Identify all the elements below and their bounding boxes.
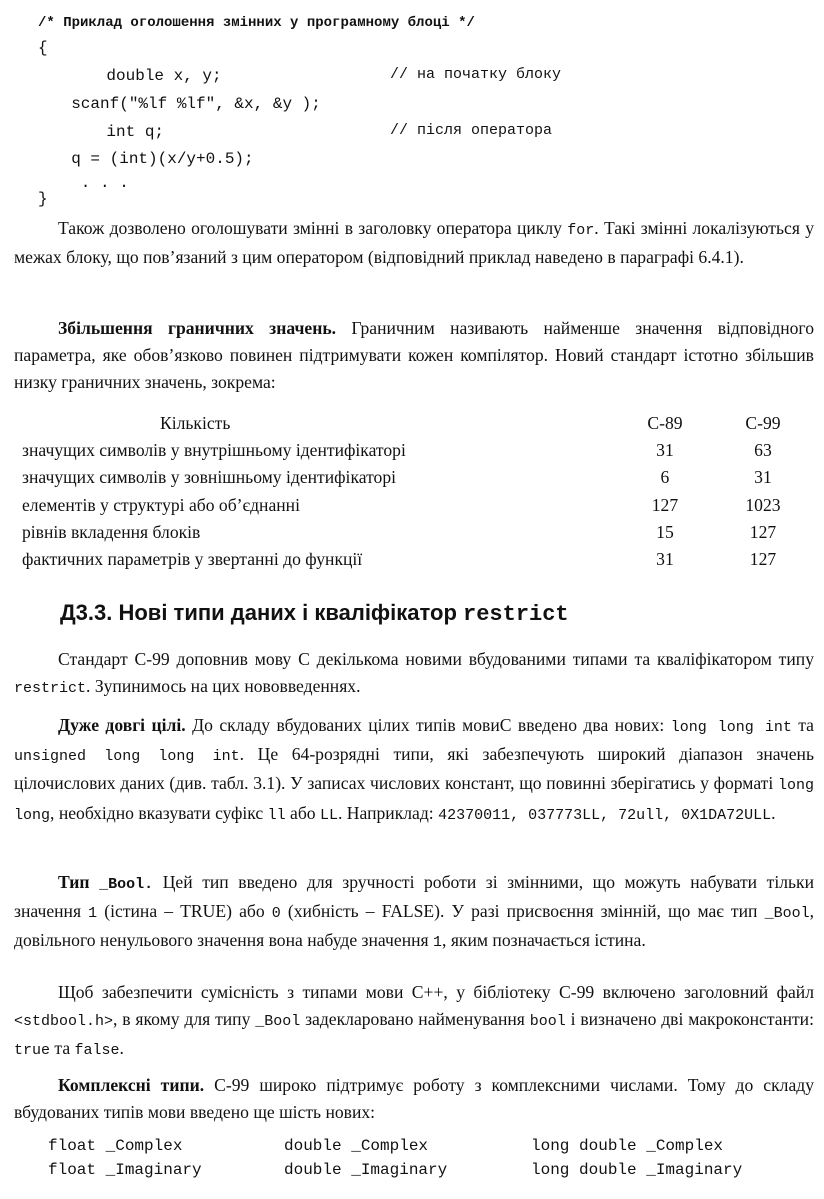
paragraph-stdbool <box>14 979 814 1065</box>
para4-code-5: LL <box>319 806 338 824</box>
table-cell-c89: 15 <box>656 521 674 542</box>
table-row <box>22 492 812 519</box>
para4-text-1: До складу вбудованих цілих типів мовиС введено два нових: <box>185 715 671 735</box>
code-line-double-decl: double x, y; <box>68 67 222 85</box>
section-heading-code: restrict <box>463 602 569 627</box>
para6-code-5: false <box>74 1042 120 1060</box>
para4-text-5: або <box>285 802 320 823</box>
paragraph-complex-types <box>14 1072 814 1126</box>
para5-text-2: (істина – TRUE) або <box>97 901 272 922</box>
para6-code-4: true <box>14 1042 51 1060</box>
code-line-assignment: q = (int)(x/y+0.5); <box>52 150 254 168</box>
para4-text-2: та <box>791 715 814 735</box>
paragraph-long-long <box>14 712 814 829</box>
table-cell-c99: 31 <box>754 467 772 488</box>
section-heading-text: Д3.3. Нові типи даних і кваліфікатор <box>60 600 464 625</box>
para5-text-1: Цей тип введено для зручності роботи зі змінними, що можуть набувати тільки значення <box>14 872 814 922</box>
para7-text: С-99 широко підтримує роботу з комплексними числами. Тому до складу вбудованих типів мови введено ще шість нових: <box>14 1075 814 1123</box>
para5-bold-heading: Тип <box>58 872 100 892</box>
table-cell-c99: 63 <box>754 440 772 461</box>
table-header-c99: С-99 <box>745 413 781 434</box>
table-cell-name: фактичних параметрів у звертанні до функції <box>22 549 363 570</box>
section-heading <box>60 600 569 627</box>
para5-code-1: 1 <box>88 905 98 923</box>
paragraph-standard-intro <box>14 646 814 702</box>
para6-code-3: bool <box>529 1013 566 1031</box>
table-cell-c89: 6 <box>660 467 670 488</box>
paragraph-loop-variables <box>14 215 814 271</box>
code-line-open-brace: { <box>38 39 48 57</box>
para5-text-4: , довільного ненульового значення вона набуде значення <box>14 901 814 951</box>
para6-text-2: , в якому для типу <box>113 1009 256 1030</box>
limits-table <box>22 410 812 573</box>
para6-code-2: _Bool <box>255 1013 301 1031</box>
table-cell-c99: 1023 <box>745 494 781 515</box>
type-name: float _Complex <box>48 1137 183 1155</box>
complex-types-grid <box>48 1134 742 1182</box>
code-comment-after-operator: // після оператора <box>390 122 553 139</box>
table-row <box>22 546 812 573</box>
para6-text-5: та <box>50 1038 75 1059</box>
para5-code-2: 0 <box>271 905 281 923</box>
code-line-ellipsis: . . . <box>52 174 129 192</box>
paragraph-limits-intro <box>14 315 814 397</box>
para4-bold-heading: Дуже довгі цілі. <box>58 715 186 735</box>
paragraph-bool-type <box>14 869 814 957</box>
table-cell-name: значущих символів у внутрішньому ідентифікаторі <box>22 440 406 461</box>
para5-bold-code: _Bool. <box>99 876 154 893</box>
table-row <box>22 464 812 491</box>
para3-code-restrict: restrict <box>14 680 87 698</box>
table-row <box>22 437 812 464</box>
table-cell-name: рівнів вкладення блоків <box>22 521 201 542</box>
para4-text-4: , необхідно вказувати суфікс <box>50 802 268 823</box>
para4-code-1: long long int <box>670 719 792 736</box>
para5-text-5: , яким позначається істина. <box>442 930 646 951</box>
para4-code-4: ll <box>267 806 286 824</box>
para5-code-4: 1 <box>433 934 443 952</box>
code-line-close-brace: } <box>38 190 48 208</box>
table-cell-name: елементів у структурі або об’єднанні <box>22 494 300 515</box>
para4-code-2: unsigned long long int <box>14 748 240 766</box>
code-comment-block-start: // на початку блоку <box>390 66 562 83</box>
para2-bold-heading: Збільшення граничних значень. <box>58 318 337 338</box>
para5-code-3: _Bool <box>764 905 810 923</box>
para1-text-after: . Такі змінні локалізуються у межах блоку, що пов’язаний з цим оператором (відповідний приклад наведено в параграфі 6.4.1). <box>14 218 814 268</box>
para4-code-6: 42370011, 037773LL, 72ull, 0X1DA72ULL <box>438 806 772 824</box>
code-line-scanf: scanf("%lf %lf", &x, &y ); <box>52 95 321 113</box>
code-line-int-decl: int q; <box>68 123 165 141</box>
para6-text-4: і визначено дві макроконстанти: <box>565 1009 814 1030</box>
para6-code-1: <stdbool.h> <box>14 1013 114 1031</box>
para1-text-before: Також дозволено оголошувати змінні в заголовку оператора циклу <box>58 218 568 238</box>
table-cell-c89: 31 <box>656 549 674 570</box>
para4-text-7: . <box>771 802 776 823</box>
type-name: long double _Complex <box>531 1137 724 1155</box>
table-cell-c89: 31 <box>656 440 674 461</box>
para3-text-after: . Зупинимось на цих нововведеннях. <box>86 676 361 697</box>
table-cell-name: значущих символів у зовнішньому ідентифікаторі <box>22 467 397 488</box>
table-header-row <box>22 410 812 437</box>
para4-text-6: . Наприклад: <box>338 802 439 823</box>
type-name: double _Complex <box>284 1137 429 1155</box>
para7-bold-heading: Комплексні типи. <box>58 1075 205 1095</box>
complex-types-row <box>48 1158 742 1182</box>
type-name: double _Imaginary <box>284 1161 448 1179</box>
table-header-c89: С-89 <box>647 413 683 434</box>
type-name: long double _Imaginary <box>531 1161 743 1179</box>
para6-text-3: задекларовано найменування <box>300 1009 530 1030</box>
code-line-comment-title: /* Приклад оголошення змінних у програмному блоці */ <box>38 15 475 31</box>
complex-types-row <box>48 1134 742 1158</box>
table-cell-c99: 127 <box>749 521 777 542</box>
para6-text-6: . <box>119 1038 124 1059</box>
para5-text-3: (хибність – FALSE). У разі присвоєння змінній, що має тип <box>280 901 765 922</box>
para1-code-for: for <box>567 222 595 239</box>
table-header-name: Кількість <box>160 413 231 434</box>
table-cell-c89: 127 <box>651 494 679 515</box>
type-name: float _Imaginary <box>48 1161 202 1179</box>
table-row <box>22 519 812 546</box>
para4-text-3: . Це 64-розрядні типи, які забезпечують широкий діапазон значень цілочислових даних (див. табл. 3.1). У записах числових констант, що повинні зберігатись у форматі <box>14 744 814 794</box>
para2-text: Граничним називають найменше значення відповідного параметра, яке обов’язково повинен підтримувати кожен компілятор. Новий стандарт істотно збільшив низку граничних значень, зокрема: <box>14 318 814 393</box>
para6-text-1: Щоб забезпечити сумісність з типами мови С++, у бібліотеку С-99 включено заголовний файл <box>58 982 814 1002</box>
para3-text-before: Стандарт С-99 доповнив мову С декількома новими вбудованими типами та кваліфікатором типу <box>58 649 814 669</box>
table-cell-c99: 127 <box>749 549 777 570</box>
para4-code-3: long long <box>14 777 814 824</box>
